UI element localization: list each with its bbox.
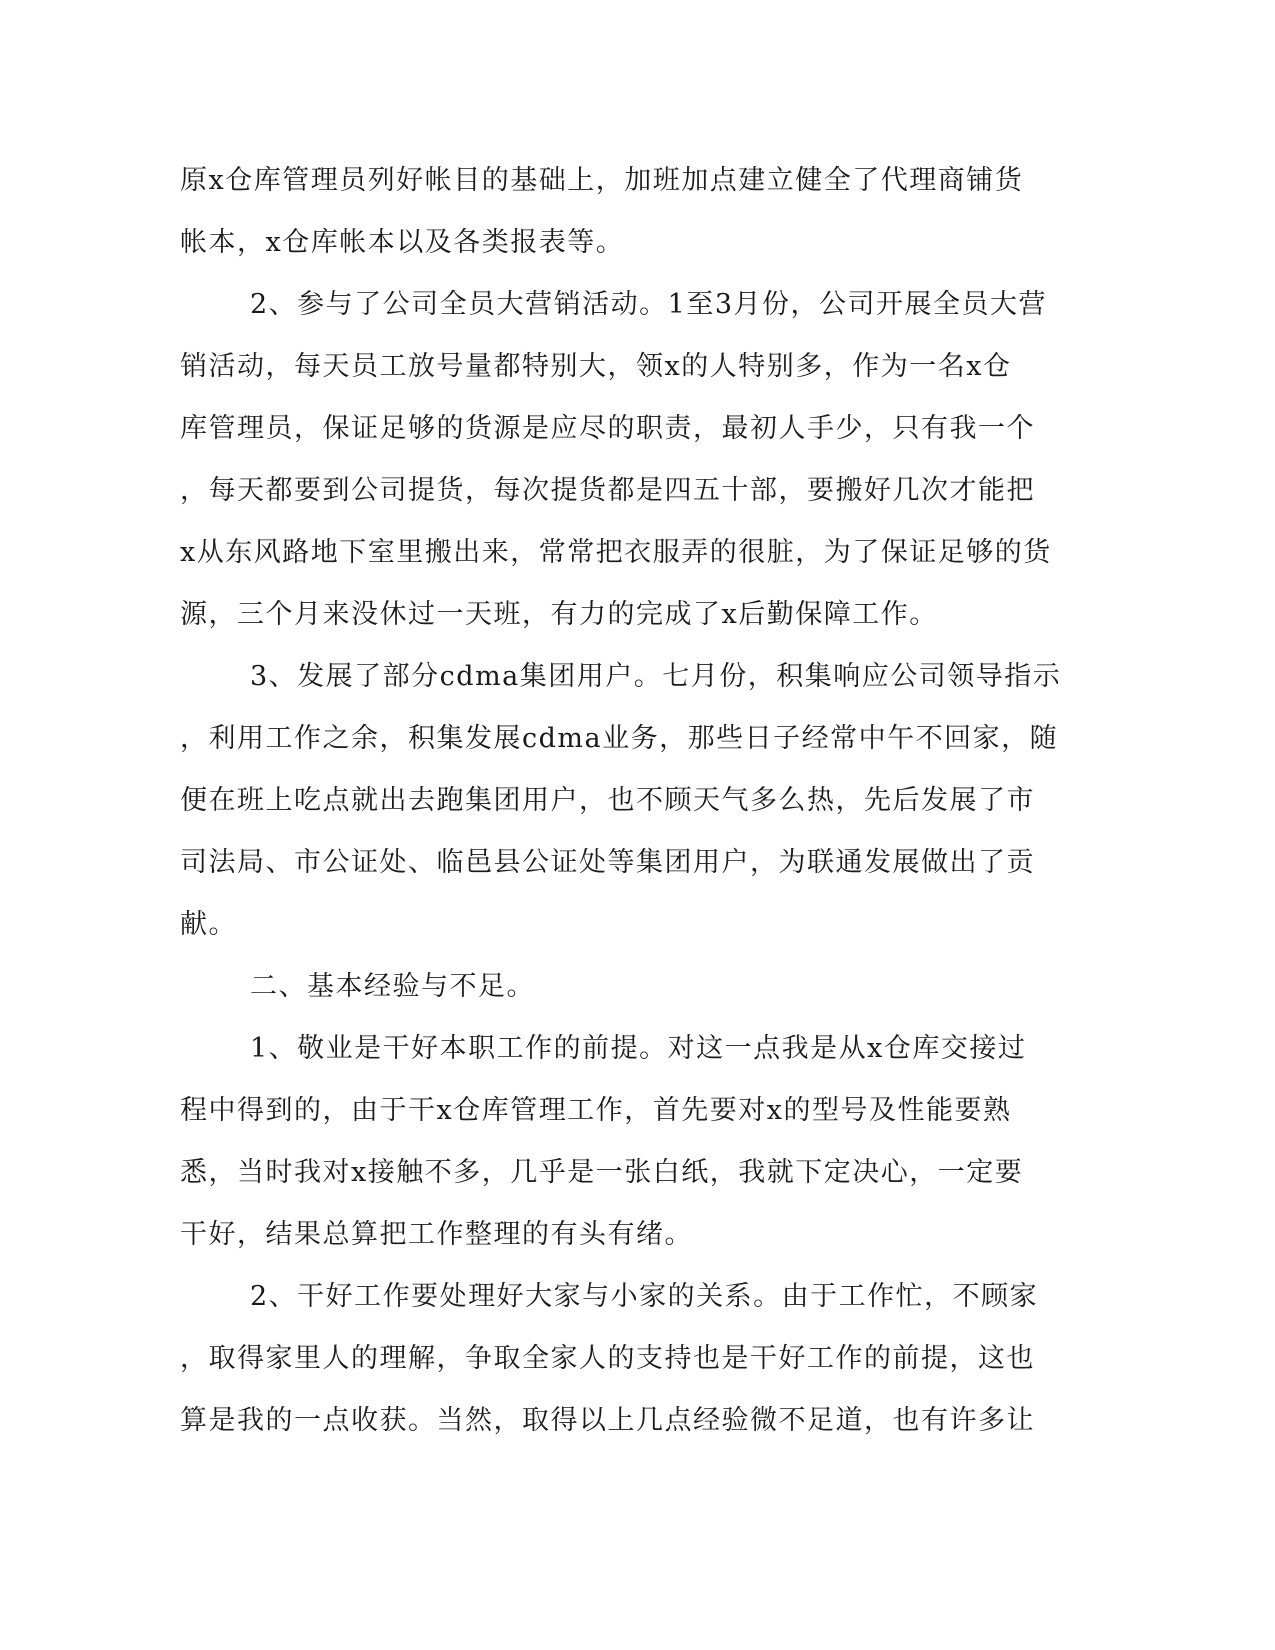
text-line: 源，三个月来没休过一天班，有力的完成了x后勤保障工作。 — [180, 599, 938, 630]
text-line: 悉，当时我对x接触不多，几乎是一张白纸，我就下定决心，一定要 — [180, 1157, 1024, 1188]
text-line: 2、参与了公司全员大营销活动。1至3月份，公司开展全员大营 — [250, 289, 1048, 320]
text-line: 干好，结果总算把工作整理的有头有绪。 — [180, 1219, 693, 1250]
text-line: 程中得到的，由于干x仓库管理工作，首先要对x的型号及性能要熟 — [180, 1095, 1012, 1126]
text-line: x从东风路地下室里搬出来，常常把衣服弄的很脏，为了保证足够的货 — [180, 537, 1052, 568]
text-line: 算是我的一点收获。当然，取得以上几点经验微不足道，也有许多让 — [180, 1405, 1035, 1436]
text-line: ，每天都要到公司提货，每次提货都是四五十部，要搬好几次才能把 — [180, 475, 1035, 506]
text-line: ，利用工作之余，积集发展cdma业务，那些日子经常中午不回家，随 — [180, 723, 1059, 754]
text-line: 2、干好工作要处理好大家与小家的关系。由于工作忙，不顾家 — [250, 1281, 1039, 1312]
text-line: 帐本，x仓库帐本以及各类报表等。 — [180, 227, 625, 258]
text-line: 1、敬业是干好本职工作的前提。对这一点我是从x仓库交接过 — [250, 1033, 1027, 1064]
text-line: 献。 — [180, 909, 237, 940]
text-line: 销活动，每天员工放号量都特别大，领x的人特别多，作为一名x仓 — [180, 351, 1012, 382]
text-line: ，取得家里人的理解，争取全家人的支持也是干好工作的前提，这也 — [180, 1343, 1035, 1374]
section-heading: 二、基本经验与不足。 — [250, 971, 535, 1002]
text-line: 库管理员，保证足够的货源是应尽的职责，最初人手少，只有我一个 — [180, 413, 1035, 444]
text-line: 原x仓库管理员列好帐目的基础上，加班加点建立健全了代理商铺货 — [180, 165, 1024, 196]
text-line: 3、发展了部分cdma集团用户。七月份，积集响应公司领导指示 — [250, 661, 1062, 692]
document-body — [180, 157, 1062, 1459]
text-line: 司法局、市公证处、临邑县公证处等集团用户，为联通发展做出了贡 — [180, 847, 1035, 878]
text-line: 便在班上吃点就出去跑集团用户，也不顾天气多么热，先后发展了市 — [180, 785, 1035, 816]
